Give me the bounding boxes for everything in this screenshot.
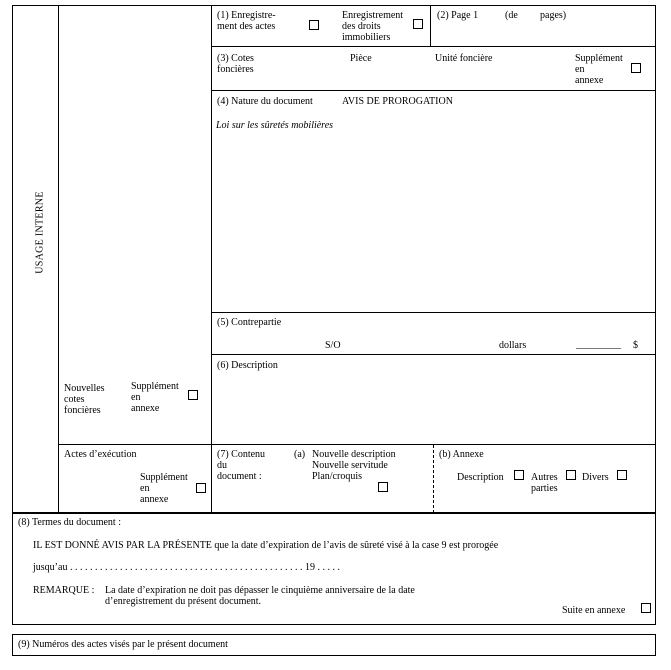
supplement-checkbox[interactable] — [631, 63, 641, 73]
termes-line2[interactable]: jusqu’au . . . . . . . . . . . . . . . . . . . . . . . . . . . . . . . . . . . . . . . . . . . . . . . 19 . . . . . — [33, 562, 340, 573]
cotes-foncieres-label: (3) Cotes foncières — [217, 53, 254, 75]
law-reference: Loi sur les sûretés mobilières — [216, 120, 334, 131]
remarque-label: REMARQUE : — [33, 585, 95, 596]
enregistrement-droits-checkbox[interactable] — [413, 19, 423, 29]
contrepartie-value: S/O — [325, 340, 341, 351]
nouvelles-cotes-label: Nouvelles cotes foncières — [64, 383, 105, 416]
actes-execution-label: Actes d’exécution — [64, 449, 137, 460]
supplement-checkbox[interactable] — [188, 390, 198, 400]
divider — [211, 312, 656, 313]
enregistrement-actes-checkbox[interactable] — [309, 20, 319, 30]
page-label: (2) Page 1 — [437, 10, 479, 21]
divider — [430, 5, 431, 46]
annexe-divers-label: Divers — [582, 472, 609, 483]
divider — [211, 5, 212, 513]
unite-fonciere-label: Unité foncière — [435, 53, 493, 64]
supplement-checkbox[interactable] — [196, 483, 206, 493]
amount-blank[interactable]: _________ — [576, 339, 621, 350]
pages-label: pages) — [540, 10, 567, 21]
dollars-label: dollars — [499, 340, 527, 351]
contrepartie-label: (5) Contrepartie — [217, 317, 282, 328]
numeros-actes-label: (9) Numéros des actes visés par le présent document — [18, 639, 228, 650]
form-frame — [12, 5, 656, 513]
contenu-checkbox[interactable] — [378, 482, 388, 492]
usage-interne-label: USAGE INTERNE — [34, 191, 46, 274]
annexe-description-checkbox[interactable] — [514, 470, 524, 480]
divider — [211, 90, 656, 91]
termes-line1: IL EST DONNÉ AVIS PAR LA PRÉSENTE que la date d’expiration de l’avis de sûreté visé à la case 9 est prorogée — [33, 540, 499, 551]
annexe-label: (b) Annexe — [439, 449, 484, 460]
contenu-items: Nouvelle description Nouvelle servitude Plan/croquis — [312, 449, 396, 482]
enregistrement-droits-label: Enregistrement des droits immobiliers — [342, 10, 404, 43]
supplement-label: Supplément en annexe — [140, 472, 188, 505]
annexe-description-label: Description — [457, 472, 504, 483]
dollar-sign: $ — [633, 340, 638, 351]
enregistrement-actes-label: (1) Enregistre- ment des actes — [217, 10, 276, 32]
divider — [58, 5, 59, 513]
divider — [58, 444, 211, 445]
supplement-label: Supplément en annexe — [575, 53, 623, 86]
remarque-text: La date d’expiration ne doit pas dépasser le cinquième anniversaire de la date d’enregistrement du présent document. — [105, 585, 415, 607]
suite-annexe-checkbox[interactable] — [641, 603, 651, 613]
divider — [211, 354, 656, 355]
nature-document-label: (4) Nature du document — [217, 96, 313, 107]
supplement-label: Supplément en annexe — [131, 381, 179, 414]
termes-label: (8) Termes du document : — [18, 517, 121, 528]
piece-label: Pièce — [350, 53, 372, 64]
contenu-a-label: (a) — [294, 449, 306, 460]
page-de-label: (de — [505, 10, 518, 21]
divider — [211, 46, 656, 47]
contenu-document-label: (7) Contenu du document : — [217, 449, 266, 482]
nature-document-value: AVIS DE PROROGATION — [342, 96, 453, 107]
divider — [433, 445, 434, 513]
suite-annexe-label: Suite en annexe — [562, 605, 626, 616]
description-label: (6) Description — [217, 360, 278, 371]
annexe-autres-checkbox[interactable] — [566, 470, 576, 480]
annexe-autres-label: Autres parties — [531, 472, 558, 494]
annexe-divers-checkbox[interactable] — [617, 470, 627, 480]
